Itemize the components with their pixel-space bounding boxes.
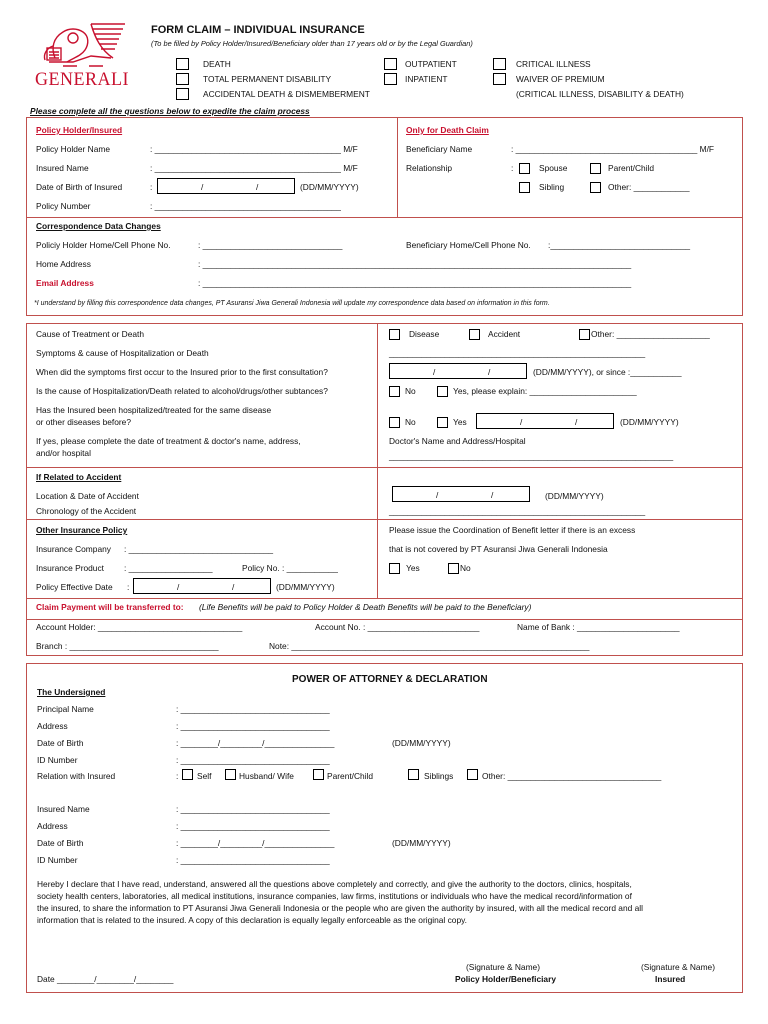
policy-number-label: Policy Number bbox=[36, 201, 91, 211]
payment-note: (Life Benefits will be paid to Policy Holder & Death Benefits will be paid to the Beneficiary) bbox=[199, 602, 532, 612]
insured-id-field[interactable]: : ________________________________ bbox=[176, 855, 330, 865]
husband-wife-checkbox[interactable] bbox=[225, 769, 236, 780]
effective-date-format: (DD/MM/YYYY) bbox=[276, 582, 335, 592]
principal-name-field[interactable]: : ________________________________ bbox=[176, 704, 330, 714]
siblings-checkbox[interactable] bbox=[408, 769, 419, 780]
principal-name-label: Principal Name bbox=[37, 704, 94, 714]
declaration-line-3: the insured, to share the information to PT Asuransi Jiwa Generali Indonesia or the people who are given the authority by insured, with all the medical record and all bbox=[37, 903, 643, 913]
other-relation-checkbox[interactable] bbox=[590, 182, 601, 193]
policy-number-field[interactable]: : ________________________________________ bbox=[150, 201, 341, 211]
accident-date-box[interactable]: / / bbox=[392, 486, 530, 502]
account-holder-field[interactable]: Account Holder: _______________________________ bbox=[36, 622, 243, 632]
effective-date-box[interactable]: / / bbox=[133, 578, 271, 594]
self-checkbox[interactable] bbox=[182, 769, 193, 780]
branch-field[interactable]: Branch : ________________________________ bbox=[36, 641, 219, 651]
outpatient-checkbox[interactable] bbox=[384, 58, 397, 70]
undersigned-heading: The Undersigned bbox=[37, 687, 106, 697]
insured-id-label: ID Number bbox=[37, 855, 78, 865]
signature-insured-caption: Insured bbox=[655, 974, 686, 984]
other-cause-label: Other: ____________________ bbox=[591, 329, 710, 339]
bank-name-field[interactable]: Name of Bank : ______________________ bbox=[517, 622, 680, 632]
sibling-label: Sibling bbox=[539, 182, 565, 192]
hospitalized-no-checkbox[interactable] bbox=[389, 417, 400, 428]
treatment-label-2: and/or hospital bbox=[36, 448, 91, 458]
or-since-label: (DD/MM/YYYY), or since :___________ bbox=[533, 367, 682, 377]
beneficiary-phone-label: Beneficiary Home/Cell Phone No. bbox=[406, 240, 531, 250]
waiver-note: (CRITICAL ILLNESS, DISABILITY & DEATH) bbox=[516, 89, 684, 99]
email-address-field[interactable]: : ____________________________________________________________________________________________ bbox=[198, 278, 632, 288]
symptoms-label: Symptoms & cause of Hospitalization or Death bbox=[36, 348, 209, 358]
signature-holder-caption: Policy Holder/Beneficiary bbox=[455, 974, 557, 984]
declaration-line-1: Hereby I declare that I have read, understand, answered all the questions above completely and correctly, and give the authority to the doctors, clinics, hospitals, bbox=[37, 879, 632, 889]
note-field[interactable]: Note: ________________________________________________________________ bbox=[269, 641, 590, 651]
other-relation-label: Other: ____________ bbox=[608, 182, 690, 192]
accident-date-format: (DD/MM/YYYY) bbox=[545, 491, 604, 501]
inpatient-label: INPATIENT bbox=[405, 74, 448, 84]
siblings-label: Siblings bbox=[424, 771, 454, 781]
relation-label: Relation with Insured bbox=[37, 771, 116, 781]
correspondence-note: *I understand by filling this correspondence data changes, PT Asuransi Jiwa Generali Indonesia will update my correspondence data based on information in this form. bbox=[34, 300, 550, 307]
accident-heading: If Related to Accident bbox=[36, 472, 122, 482]
beneficiary-phone-field[interactable]: :______________________________ bbox=[548, 240, 691, 250]
hospitalized-label-2: or other diseases before? bbox=[36, 417, 131, 427]
signature-label-holder: (Signature & Name) bbox=[466, 962, 541, 972]
effective-date-colon: : bbox=[127, 582, 130, 592]
insured-dob-format: (DD/MM/YYYY) bbox=[392, 838, 451, 848]
accident-checkbox[interactable] bbox=[469, 329, 480, 340]
logo-wordmark: GENERALI bbox=[35, 69, 130, 90]
generali-logo bbox=[33, 18, 133, 90]
form-title: FORM CLAIM – INDIVIDUAL INSURANCE bbox=[151, 24, 365, 36]
correspondence-heading: Correspondence Data Changes bbox=[36, 221, 161, 231]
insurance-company-label: Insurance Company bbox=[36, 544, 111, 554]
principal-address-field[interactable]: : ________________________________ bbox=[176, 721, 330, 731]
symptoms-field[interactable]: _______________________________________________________ bbox=[389, 348, 646, 358]
alcohol-label: Is the cause of Hospitalization/Death related to alcohol/drugs/other subtances? bbox=[36, 386, 328, 396]
cob-yes-checkbox[interactable] bbox=[389, 563, 400, 574]
spouse-label: Spouse bbox=[539, 163, 568, 173]
account-no-field[interactable]: Account No. : ________________________ bbox=[315, 622, 480, 632]
parent-child-label: Parent/Child bbox=[608, 163, 655, 173]
principal-dob-format: (DD/MM/YYYY) bbox=[392, 738, 451, 748]
home-address-label: Home Address bbox=[36, 259, 91, 269]
death-checkbox[interactable] bbox=[176, 58, 189, 70]
instruction-text: Please complete all the questions below to expedite the claim process bbox=[30, 106, 310, 116]
other-cause-checkbox[interactable] bbox=[579, 329, 590, 340]
hospitalized-yes-checkbox[interactable] bbox=[437, 417, 448, 428]
section-divider bbox=[377, 323, 378, 598]
relation-colon: : bbox=[176, 771, 179, 781]
declaration-line-4: information that is related to the insured. A copy of this declaration is equally legally enforceable as the original copy. bbox=[37, 915, 468, 925]
first-symptoms-label: When did the symptoms first occur to the Insured prior to the first consultation? bbox=[36, 367, 328, 377]
husband-wife-label: Husband/ Wife bbox=[239, 771, 294, 781]
winged-lion-icon bbox=[33, 18, 133, 70]
insured-name-field[interactable]: : ________________________________________ M/F bbox=[150, 163, 358, 173]
self-label: Self bbox=[197, 771, 212, 781]
first-symptoms-date-box[interactable]: / / bbox=[389, 363, 527, 379]
policy-holder-heading: Policy Holder/Insured bbox=[36, 125, 123, 135]
beneficiary-name-label: Beneficiary Name bbox=[406, 144, 473, 154]
add-checkbox[interactable] bbox=[176, 88, 189, 100]
relationship-colon: : bbox=[511, 163, 514, 173]
dob-colon: : bbox=[150, 182, 153, 192]
accident-label: Accident bbox=[488, 329, 521, 339]
spouse-checkbox[interactable] bbox=[519, 163, 530, 174]
tpd-checkbox[interactable] bbox=[176, 73, 189, 85]
section-divider bbox=[26, 217, 743, 218]
dob-label: Date of Birth of Insured bbox=[36, 182, 123, 192]
declaration-line-2: society health centers, laboratories, all medical institutions, insurance companies, law firms, institutions or individuals who have the medical record/information of bbox=[37, 891, 632, 901]
insured-address-label: Address bbox=[37, 821, 68, 831]
signature-label-insured: (Signature & Name) bbox=[641, 962, 716, 972]
accident-chronology-label: Chronology of the Accident bbox=[36, 506, 137, 516]
insurance-company-field[interactable]: : _______________________________ bbox=[124, 544, 274, 554]
waiver-label: WAIVER OF PREMIUM bbox=[516, 74, 605, 84]
tpd-label: TOTAL PERMANENT DISABILITY bbox=[203, 74, 332, 84]
insured-name-label-poa: Insured Name bbox=[37, 804, 90, 814]
beneficiary-name-field[interactable]: : _______________________________________ M/F bbox=[511, 144, 715, 154]
cob-yes-label: Yes bbox=[406, 563, 420, 573]
outpatient-label: OUTPATIENT bbox=[405, 59, 457, 69]
holder-phone-field[interactable]: : ______________________________ bbox=[198, 240, 343, 250]
poa-title: POWER OF ATTORNEY & DECLARATION bbox=[292, 674, 488, 685]
insurance-product-field[interactable]: : __________________ bbox=[124, 563, 213, 573]
cause-label: Cause of Treatment or Death bbox=[36, 329, 144, 339]
accident-location-label: Location & Date of Accident bbox=[36, 491, 139, 501]
effective-date-label: Policy Effective Date bbox=[36, 582, 113, 592]
hospitalized-yes-label: Yes bbox=[453, 417, 467, 427]
alcohol-yes-label: Yes, please explain: _______________________ bbox=[453, 386, 637, 396]
disease-checkbox[interactable] bbox=[389, 329, 400, 340]
insured-dob-field[interactable]: : ________/_________/_______________ bbox=[176, 838, 335, 848]
other-insurance-heading: Other Insurance Policy bbox=[36, 525, 128, 535]
principal-dob-label: Date of Birth bbox=[37, 738, 84, 748]
doctor-label: Doctor's Name and Address/Hospital bbox=[389, 436, 526, 446]
hospitalized-no-label: No bbox=[405, 417, 416, 427]
accident-chronology-field[interactable]: _______________________________________________________ bbox=[389, 506, 646, 516]
death-label: DEATH bbox=[203, 59, 231, 69]
section-divider bbox=[26, 598, 743, 599]
holder-name-field[interactable]: : ________________________________________ M/F bbox=[150, 144, 358, 154]
insured-name-label: Insured Name bbox=[36, 163, 89, 173]
section-divider bbox=[26, 467, 743, 468]
relationship-label: Relationship bbox=[406, 163, 453, 173]
poa-parent-child-label: Parent/Child bbox=[327, 771, 374, 781]
form-subtitle: (To be filled by Policy Holder/Insured/Beneficiary older than 17 years old or by the Legal Guardian) bbox=[151, 39, 473, 48]
cob-text-1: Please issue the Coordination of Benefit letter if there is an excess bbox=[389, 525, 636, 535]
insured-address-field[interactable]: : ________________________________ bbox=[176, 821, 330, 831]
section-divider bbox=[397, 117, 398, 217]
cob-no-label: No bbox=[460, 563, 471, 573]
sibling-checkbox[interactable] bbox=[519, 182, 530, 193]
death-claim-heading: Only for Death Claim bbox=[406, 125, 489, 135]
policy-no-field[interactable]: Policy No. : ___________ bbox=[242, 563, 338, 573]
inpatient-checkbox[interactable] bbox=[384, 73, 397, 85]
section-divider bbox=[26, 619, 743, 620]
critical-illness-checkbox[interactable] bbox=[493, 58, 506, 70]
alcohol-yes-checkbox[interactable] bbox=[437, 386, 448, 397]
insurance-product-label: Insurance Product bbox=[36, 563, 104, 573]
cob-text-2: that is not covered by PT Asuransi Jiwa Generali Indonesia bbox=[389, 544, 608, 554]
section-poa-frame bbox=[26, 663, 743, 993]
waiver-checkbox[interactable] bbox=[493, 73, 506, 85]
alcohol-no-label: No bbox=[405, 386, 416, 396]
poa-parent-child-checkbox[interactable] bbox=[313, 769, 324, 780]
hospitalized-date-format: (DD/MM/YYYY) bbox=[620, 417, 679, 427]
hospitalized-date-box[interactable]: / / bbox=[476, 413, 614, 429]
insured-name-field-poa[interactable]: : ________________________________ bbox=[176, 804, 330, 814]
principal-dob-field[interactable]: : ________/_________/_______________ bbox=[176, 738, 335, 748]
dob-date-box[interactable]: / / bbox=[157, 178, 295, 194]
home-address-field[interactable]: : ____________________________________________________________________________________________ bbox=[198, 259, 632, 269]
signature-date-field[interactable]: Date ________/________/________ bbox=[37, 974, 174, 984]
critical-illness-label: CRITICAL ILLNESS bbox=[516, 59, 591, 69]
principal-id-label: ID Number bbox=[37, 755, 78, 765]
doctor-field[interactable]: _____________________________________________________________ bbox=[389, 451, 674, 461]
holder-phone-label: Policiy Holder Home/Cell Phone No. bbox=[36, 240, 171, 250]
email-address-label: Email Address bbox=[36, 278, 94, 288]
payment-heading: Claim Payment will be transferred to: bbox=[36, 602, 184, 612]
dob-format: (DD/MM/YYYY) bbox=[300, 182, 359, 192]
principal-id-field[interactable]: : ________________________________ bbox=[176, 755, 330, 765]
poa-other-checkbox[interactable] bbox=[467, 769, 478, 780]
holder-name-label: Policy Holder Name bbox=[36, 144, 111, 154]
parent-child-checkbox[interactable] bbox=[590, 163, 601, 174]
add-label: ACCIDENTAL DEATH & DISMEMBERMENT bbox=[203, 89, 370, 99]
cob-no-checkbox[interactable] bbox=[448, 563, 459, 574]
principal-address-label: Address bbox=[37, 721, 68, 731]
section-divider bbox=[26, 519, 743, 520]
treatment-label-1: If yes, please complete the date of treatment & doctor's name, address, bbox=[36, 436, 301, 446]
poa-other-label: Other: _________________________________ bbox=[482, 771, 662, 781]
insured-dob-label: Date of Birth bbox=[37, 838, 84, 848]
disease-label: Disease bbox=[409, 329, 440, 339]
alcohol-no-checkbox[interactable] bbox=[389, 386, 400, 397]
hospitalized-label-1: Has the Insured been hospitalized/treated for the same disease bbox=[36, 405, 272, 415]
